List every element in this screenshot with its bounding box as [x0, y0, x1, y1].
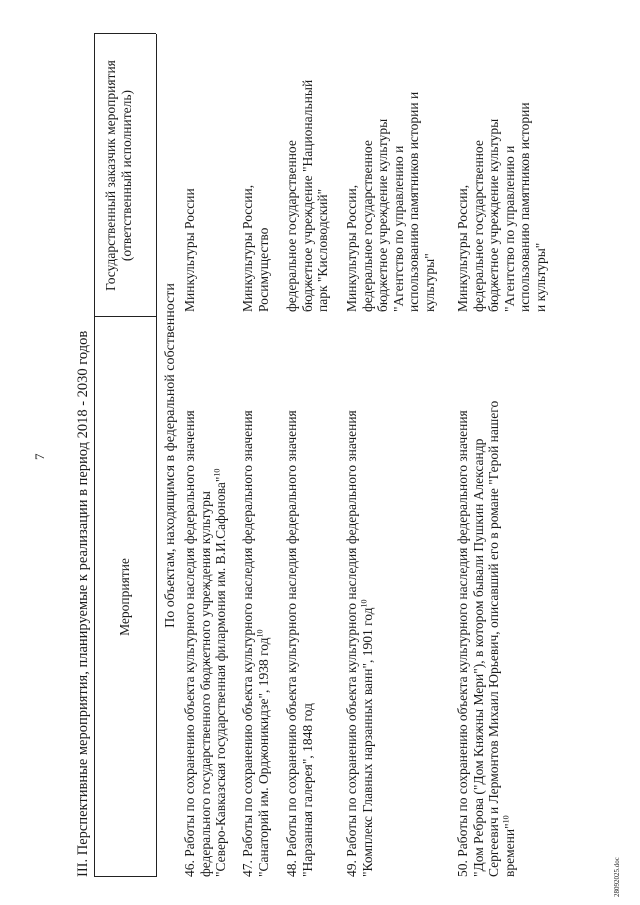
customer-line: Минкультуры России,: [240, 184, 255, 312]
table-row-49-event: [344, 317, 375, 877]
table-top-border: [94, 34, 95, 877]
customer-line: и культуры": [532, 242, 548, 312]
event-line: "Нарзанная галерея", 1848 год: [299, 703, 315, 877]
header-customer-line2: (ответственный исполнитель): [119, 89, 134, 262]
table-row-46-event: [182, 317, 229, 877]
section-heading: По объектам, находящимся в федеральной собственности: [163, 283, 178, 628]
customer-line: федеральное государственное: [359, 140, 375, 312]
customer-line: бюджетное учреждение культуры: [486, 118, 501, 312]
table-row-46-customer: [182, 34, 198, 312]
customer-line: "Агентство по управлению и: [501, 145, 517, 312]
event-line: федерального государственного бюджетного учреждения культуры: [197, 491, 213, 877]
event-line: "Санаторий им. Орджоникидзе", 1938 год$^{10}$: [255, 629, 271, 877]
customer-line: Минкультуры России: [182, 188, 197, 312]
customer-line: использованию памятников истории и: [406, 91, 421, 312]
header-event: Мероприятие: [117, 558, 132, 636]
customer-line: культуры": [421, 253, 437, 312]
table-row-47-event: [240, 317, 271, 877]
event-line: 48. Работы по сохранению объекта культурного наследия федерального значения: [284, 410, 299, 877]
header-customer-line1: Государственный заказчик мероприятия: [103, 60, 118, 291]
table-row-48-event: [284, 317, 315, 877]
table-row-49-customer: [344, 34, 437, 312]
customer-line: бюджетное учреждение "Национальный: [299, 79, 315, 312]
event-line: Сергеевич и Лермонтов Михаил Юрьевич, описавший его в романе "Герой нашего: [486, 400, 501, 877]
event-line: 49. Работы по сохранению объекта культурного наследия федерального значения: [344, 410, 359, 877]
event-line: времени"$^{10}$: [501, 815, 517, 877]
footnote-ref: 10: [255, 629, 264, 638]
footnote-ref: 10: [212, 468, 222, 477]
footer-filename: 28092025.doc: [613, 857, 621, 897]
customer-line: "Агентство по управлению и: [390, 145, 406, 312]
table-row-50-customer: [455, 34, 548, 312]
event-line: 46. Работы по сохранению объекта культурного наследия федерального значения: [182, 410, 197, 877]
table-row-48-customer: [284, 34, 331, 312]
footnote-ref: 10: [359, 599, 368, 608]
event-line: "Дом Реброва ("Дом Княжны Мери"), в котором бывали Пушкин Александр: [470, 438, 486, 877]
section-title: III. Перспективные мероприятия, планируемые к реализации в период 2018 - 2030 годов: [75, 330, 91, 877]
page-number: 7: [32, 453, 47, 460]
customer-line: использованию памятников истории: [517, 102, 532, 312]
customer-line: федеральное государственное: [470, 140, 486, 312]
event-line: 47. Работы по сохранению объекта культурного наследия федерального значения: [240, 410, 255, 877]
customer-line: Минкультуры России,: [455, 184, 470, 312]
table-row-50-event: [455, 317, 517, 877]
event-line: "Комплекс Главных нарзанных ванн", 1901 год$^{10}$: [359, 599, 375, 877]
table-row-47-customer: [240, 34, 271, 312]
customer-line: бюджетное учреждение культуры: [375, 118, 390, 312]
event-line: 50. Работы по сохранению объекта культурного наследия федерального значения: [455, 410, 470, 877]
header-bottom-border: [156, 34, 157, 877]
header-customer: [103, 34, 135, 317]
customer-line: Росимущество: [255, 227, 271, 312]
event-line: "Северо-Кавказская государственная филармония им. В.И.Сафонова"$^{10}$: [212, 468, 228, 877]
customer-line: Минкультуры России,: [344, 184, 359, 312]
customer-line: федеральное государственное: [284, 140, 299, 312]
events-table: [94, 34, 548, 877]
customer-line: парк "Кисловодский": [315, 188, 330, 312]
footnote-ref: 10: [501, 815, 510, 824]
